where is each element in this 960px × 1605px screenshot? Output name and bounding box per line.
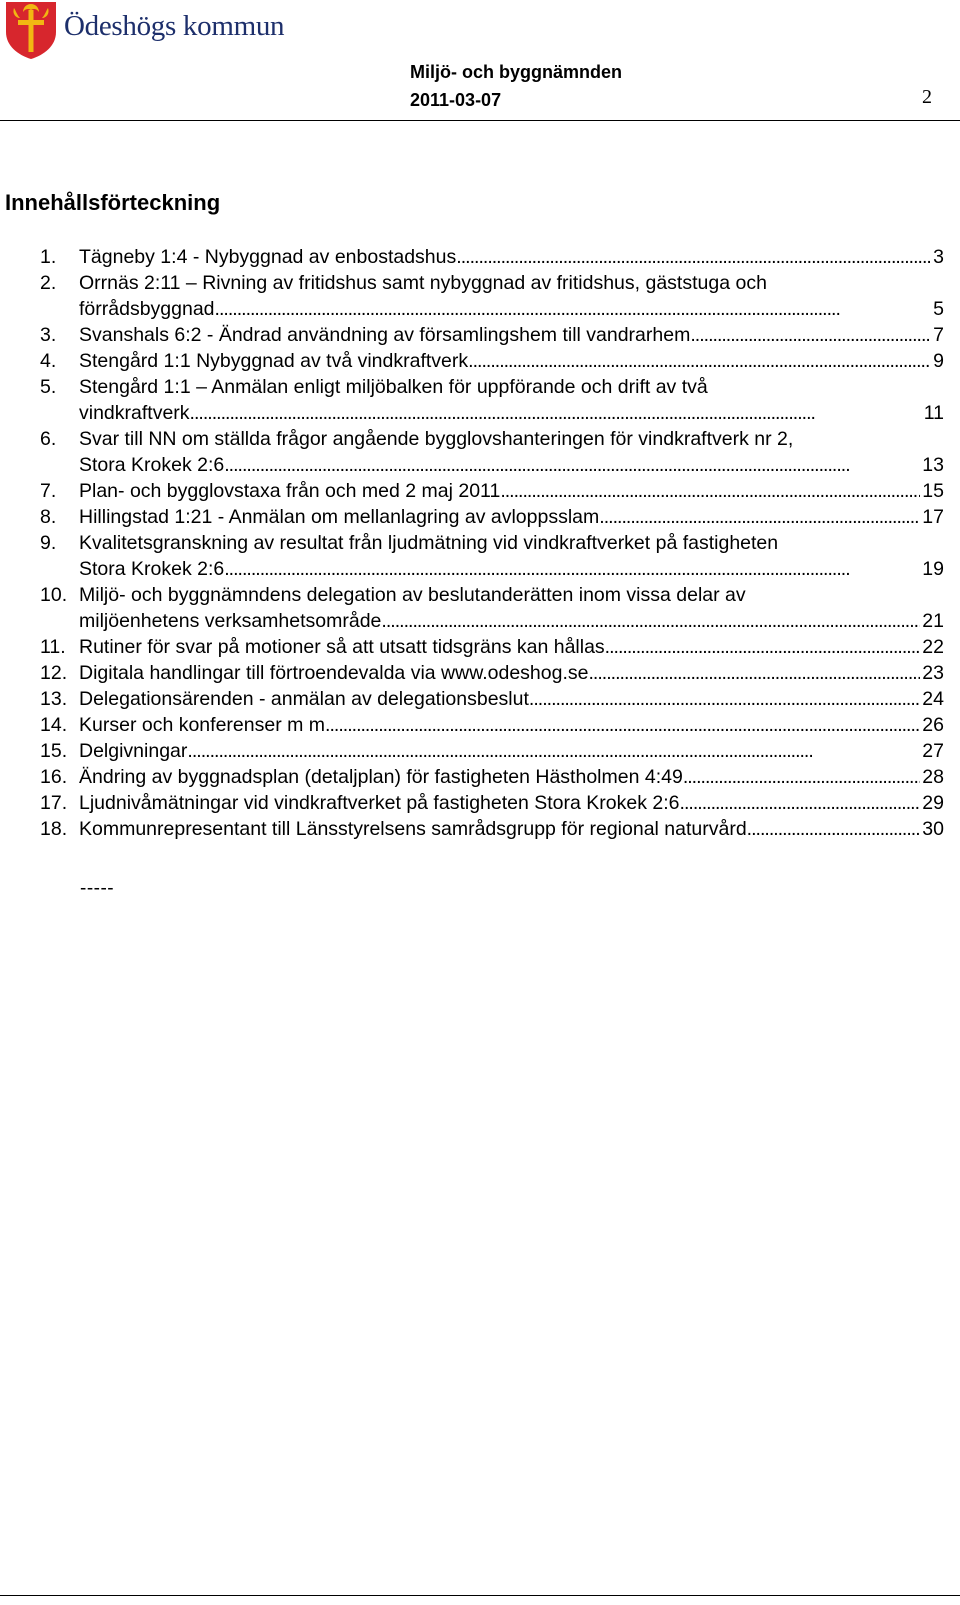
coat-of-arms-icon bbox=[4, 0, 58, 60]
toc-entry[interactable] bbox=[40, 530, 944, 582]
toc-heading: Innehållsförteckning bbox=[5, 190, 221, 215]
toc-leader-dots bbox=[683, 764, 920, 790]
toc-entry[interactable] bbox=[40, 426, 944, 478]
toc-entry[interactable] bbox=[40, 712, 944, 738]
toc-entry-number: 1. bbox=[40, 246, 57, 268]
toc-leader-dots bbox=[224, 452, 920, 478]
toc-entry[interactable] bbox=[40, 790, 944, 816]
toc-entry-page: 24 bbox=[922, 688, 944, 710]
toc-entry-page: 29 bbox=[922, 792, 944, 814]
toc-entry-number: 9. bbox=[40, 532, 57, 554]
toc-entry-number: 18. bbox=[40, 818, 68, 840]
toc-entry-page: 22 bbox=[922, 636, 944, 658]
toc-entry-number: 6. bbox=[40, 428, 57, 450]
toc-entry-title bbox=[79, 270, 944, 322]
toc-entry-number: 12. bbox=[40, 662, 68, 684]
toc-entry-title bbox=[79, 738, 944, 764]
toc-leader-dots bbox=[690, 322, 931, 348]
toc-entry-title-line: Digitala handlingar till förtroendevalda via www.odeshog.se bbox=[79, 662, 589, 684]
toc-entry-number: 16. bbox=[40, 766, 68, 788]
toc-leader-dots bbox=[187, 738, 920, 764]
toc-leader-dots bbox=[588, 660, 920, 686]
toc-leader-dots bbox=[605, 634, 921, 660]
toc-entry[interactable] bbox=[40, 582, 944, 634]
toc-entry-title bbox=[79, 582, 944, 634]
toc-entry-title bbox=[79, 712, 944, 738]
toc-entry-title bbox=[79, 764, 944, 790]
toc-entry-title bbox=[79, 816, 944, 842]
toc-entry-page: 11 bbox=[923, 402, 944, 424]
toc-entry[interactable] bbox=[40, 686, 944, 712]
toc-entry-page: 17 bbox=[922, 506, 944, 528]
toc-entry-title-line: förrådsbyggnad bbox=[79, 298, 215, 320]
toc-entry-title-line: miljöenhetens verksamhetsområde bbox=[79, 610, 382, 632]
toc-entry-title-line: Tägneby 1:4 - Nybyggnad av enbostadshus bbox=[79, 246, 457, 268]
toc-entry-title bbox=[79, 374, 944, 426]
toc-entry-title bbox=[79, 504, 944, 530]
toc-entry-number: 10. bbox=[40, 584, 68, 606]
toc-entry-title bbox=[79, 478, 944, 504]
toc-entry-title-line: Rutiner för svar på motioner så att utsatt tidsgräns kan hållas bbox=[79, 636, 605, 658]
toc-entry-title bbox=[79, 686, 944, 712]
toc-entry-title-line: Hillingstad 1:21 - Anmälan om mellanlagring av avloppsslam bbox=[79, 506, 600, 528]
toc-entry[interactable] bbox=[40, 660, 944, 686]
toc-entry[interactable] bbox=[40, 478, 944, 504]
toc-entry-number: 4. bbox=[40, 350, 57, 372]
toc-entry-number: 7. bbox=[40, 480, 57, 502]
toc-entry-title-line: Kurser och konferenser m m bbox=[79, 714, 326, 736]
toc-leader-dots bbox=[381, 608, 920, 634]
toc-entry-title-line: Stora Krokek 2:6 bbox=[79, 454, 225, 476]
toc-entry-title bbox=[79, 660, 944, 686]
toc-entry-number: 2. bbox=[40, 272, 57, 294]
toc-entry-number: 13. bbox=[40, 688, 68, 710]
table-of-contents bbox=[40, 244, 944, 842]
toc-leader-dots bbox=[325, 712, 920, 738]
toc-leader-dots bbox=[224, 556, 920, 582]
end-marker: ----- bbox=[80, 878, 115, 899]
toc-entry-title-line: Stengård 1:1 Nybyggnad av två vindkraftverk bbox=[79, 350, 469, 372]
toc-entry-page: 7 bbox=[933, 324, 944, 346]
toc-entry[interactable] bbox=[40, 816, 944, 842]
toc-entry-page: 19 bbox=[922, 558, 944, 580]
header-info bbox=[410, 58, 622, 114]
toc-entry[interactable] bbox=[40, 634, 944, 660]
toc-entry-page: 26 bbox=[922, 714, 944, 736]
toc-entry[interactable] bbox=[40, 244, 944, 270]
toc-entry-page: 13 bbox=[922, 454, 944, 476]
toc-entry[interactable] bbox=[40, 270, 944, 322]
toc-entry[interactable] bbox=[40, 348, 944, 374]
toc-entry-number: 17. bbox=[40, 792, 68, 814]
toc-entry-title-line: Svanshals 6:2 - Ändrad användning av församlingshem till vandrarhem bbox=[79, 324, 691, 346]
toc-leader-dots bbox=[500, 478, 920, 504]
toc-entry-title bbox=[79, 530, 944, 582]
toc-entry-title bbox=[79, 426, 944, 478]
committee-name: Miljö- och byggnämnden bbox=[410, 62, 622, 82]
page-number: 2 bbox=[922, 86, 932, 108]
toc-entry-page: 9 bbox=[933, 350, 944, 372]
toc-entry-page: 21 bbox=[922, 610, 944, 632]
toc-entry[interactable] bbox=[40, 764, 944, 790]
toc-entry-page: 3 bbox=[933, 246, 944, 268]
municipality-logo bbox=[4, 0, 304, 62]
toc-entry[interactable] bbox=[40, 738, 944, 764]
toc-entry-number: 14. bbox=[40, 714, 68, 736]
toc-entry-number: 8. bbox=[40, 506, 57, 528]
toc-leader-dots bbox=[680, 790, 921, 816]
toc-leader-dots bbox=[747, 816, 921, 842]
toc-leader-dots bbox=[599, 504, 920, 530]
toc-entry-title-line: Delgivningar bbox=[79, 740, 188, 762]
toc-entry-number: 5. bbox=[40, 376, 57, 398]
toc-entry-title-line: Ljudnivåmätningar vid vindkraftverket på fastigheten Stora Krokek 2:6 bbox=[79, 792, 680, 814]
toc-leader-dots bbox=[456, 244, 931, 270]
toc-entry-title-line: Stengård 1:1 – Anmälan enligt miljöbalken för uppförande och drift av två bbox=[79, 376, 708, 398]
toc-entry-page: 23 bbox=[922, 662, 944, 684]
toc-entry-title-line: Plan- och bygglovstaxa från och med 2 maj 2011 bbox=[79, 480, 501, 502]
toc-entry-title-line: Delegationsärenden - anmälan av delegationsbeslut bbox=[79, 688, 529, 710]
toc-entry-page: 30 bbox=[922, 818, 944, 840]
toc-entry-title-line: Orrnäs 2:11 – Rivning av fritidshus samt nybyggnad av fritidshus, gäststuga och bbox=[79, 272, 767, 294]
toc-entry-title-line: Ändring av byggnadsplan (detaljplan) för fastigheten Hästholmen 4:49 bbox=[79, 766, 683, 788]
footer-divider bbox=[0, 1595, 960, 1596]
toc-entry-title-line: Kvalitetsgranskning av resultat från ljudmätning vid vindkraftverket på fastigheten bbox=[79, 532, 779, 554]
toc-entry-title bbox=[79, 634, 944, 660]
toc-entry-title-line: Svar till NN om ställda frågor angående bygglovshanteringen för vindkraftverk nr 2, bbox=[79, 428, 794, 450]
toc-entry-title-line: Kommunrepresentant till Länsstyrelsens samrådsgrupp för regional naturvård bbox=[79, 818, 747, 840]
toc-entry-number: 11. bbox=[40, 636, 66, 658]
toc-leader-dots bbox=[468, 348, 931, 374]
toc-entry-page: 5 bbox=[933, 298, 944, 320]
toc-entry-title bbox=[79, 322, 944, 348]
org-name: Ödeshögs kommun bbox=[64, 10, 285, 42]
toc-entry-page: 27 bbox=[922, 740, 944, 762]
toc-leader-dots bbox=[215, 296, 932, 322]
toc-entry-page: 15 bbox=[922, 480, 944, 502]
toc-entry[interactable] bbox=[40, 322, 944, 348]
toc-entry-title bbox=[79, 348, 944, 374]
toc-entry-title-line: vindkraftverk bbox=[79, 402, 190, 424]
toc-leader-dots bbox=[190, 400, 922, 426]
toc-entry-number: 15. bbox=[40, 740, 68, 762]
toc-entry-title bbox=[79, 790, 944, 816]
toc-entry-title-line: Miljö- och byggnämndens delegation av beslutanderätten inom vissa delar av bbox=[79, 584, 746, 606]
toc-entry-title bbox=[79, 244, 944, 270]
toc-entry[interactable] bbox=[40, 504, 944, 530]
meeting-date: 2011-03-07 bbox=[410, 90, 502, 110]
toc-entry-title-line: Stora Krokek 2:6 bbox=[79, 558, 225, 580]
toc-entry[interactable] bbox=[40, 374, 944, 426]
header-divider bbox=[0, 120, 960, 121]
toc-leader-dots bbox=[529, 686, 920, 712]
toc-entry-number: 3. bbox=[40, 324, 57, 346]
toc-entry-page: 28 bbox=[922, 766, 944, 788]
